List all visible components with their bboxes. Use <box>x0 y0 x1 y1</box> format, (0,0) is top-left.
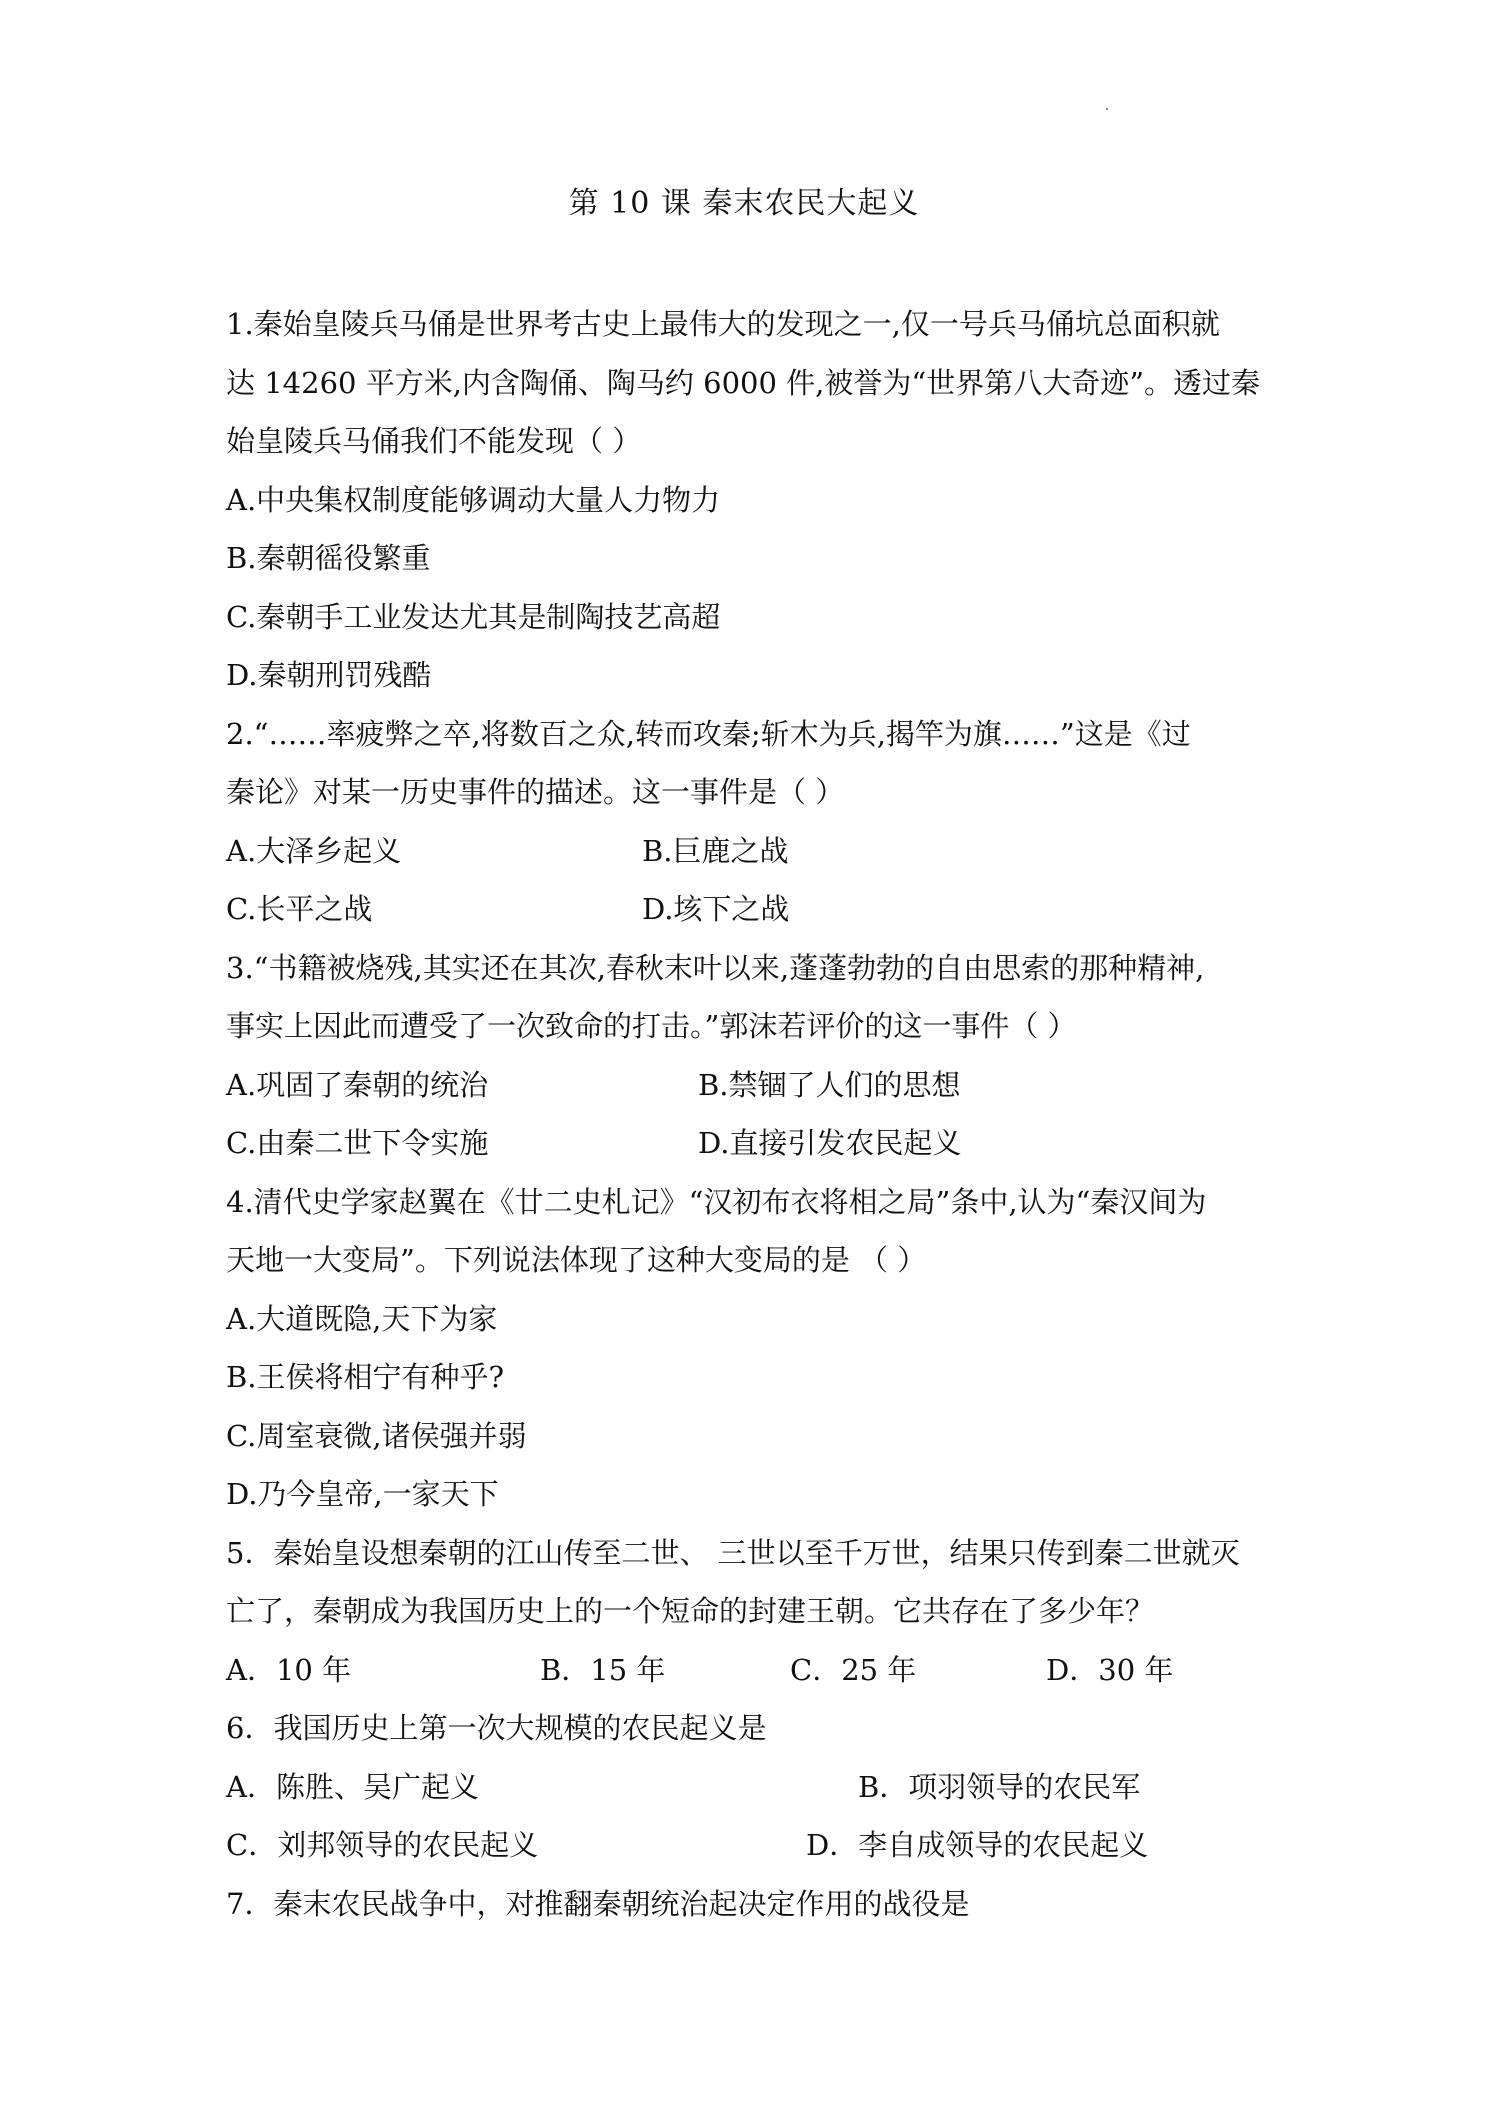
question-6-options-row-1 <box>226 1758 1266 1817</box>
question-3-option-d: D.直接引发农民起义 <box>698 1126 962 1160</box>
question-3-stem-line-1: 3.“书籍被烧残,其实还在其次,春秋末叶以来,蓬蓬勃勃的自由思索的那种精神, <box>226 950 1205 985</box>
question-2-option-d: D.垓下之战 <box>642 892 790 926</box>
question-6-option-d: D．李自成领导的农民起义 <box>806 1828 1149 1862</box>
question-4-stem-line-2: 天地一大变局”。下列说法体现了这种大变局的是 （ ） <box>226 1243 927 1277</box>
question-5-options-row <box>226 1641 1266 1700</box>
question-4-option-c: C.周室衰微,诸侯强并弱 <box>226 1418 527 1453</box>
question-list <box>226 295 1266 1933</box>
question-2-stem-line-1: 2.“……率疲弊之卒,将数百之众,转而攻秦;斩木为兵,揭竿为旗……”这是《过 <box>226 716 1191 751</box>
question-2-option-b: B.巨鹿之战 <box>642 833 789 868</box>
question-4-option-b: B.王侯将相宁有种乎? <box>226 1360 505 1394</box>
scan-speck <box>1106 108 1108 110</box>
question-3-option-b: B.禁锢了人们的思想 <box>698 1067 961 1102</box>
question-2-options-row-2 <box>226 880 1266 939</box>
question-4-stem-line-1: 4.清代史学家赵翼在《廿二史札记》“汉初布衣将相之局”条中,认为“秦汉间为 <box>226 1184 1207 1219</box>
question-3-option-c: C.由秦二世下令实施 <box>226 1126 489 1160</box>
question-1-stem-line-2: 达 14260 平方米,内含陶俑、陶马约 6000 件,被誉为“世界第八大奇迹”。透过秦 <box>226 365 1261 400</box>
question-4-option-d: D.乃今皇帝,一家天下 <box>226 1477 499 1511</box>
question-2-option-c: C.长平之战 <box>226 892 373 926</box>
question-7-stem-line-1: 7．秦末农民战争中，对推翻秦朝统治起决定作用的战役是 <box>226 1886 970 1921</box>
question-4-option-a: A.大道既隐,天下为家 <box>226 1301 498 1336</box>
question-3-option-a: A.巩固了秦朝的统治 <box>226 1067 489 1102</box>
question-6-options-row-2 <box>226 1816 1266 1875</box>
question-5-option-d: D．30 年 <box>1046 1652 1174 1687</box>
question-3-options-row-1 <box>226 1056 1266 1115</box>
question-6-stem-line-1: 6．我国历史上第一次大规模的农民起义是 <box>226 1711 767 1745</box>
question-6-option-c: C．刘邦领导的农民起义 <box>226 1828 539 1862</box>
question-5-stem-line-2: 亡了，秦朝成为我国历史上的一个短命的封建王朝。它共存在了多少年？ <box>226 1594 1155 1628</box>
question-1-option-b: B.秦朝徭役繁重 <box>226 541 431 575</box>
question-2-stem-line-2: 秦论》对某一历史事件的描述。这一事件是（ ） <box>226 775 845 809</box>
question-1-stem-line-3: 始皇陵兵马俑我们不能发现（ ） <box>226 424 642 458</box>
question-5-stem-line-1: 5．秦始皇设想秦朝的江山传至二世、 三世以至千万世，结果只传到秦二世就灭 <box>226 1535 1240 1570</box>
question-5-option-a: A．10 年 <box>226 1652 352 1687</box>
question-3-stem-line-2: 事实上因此而遭受了一次致命的打击。”郭沫若评价的这一事件（ ） <box>226 1009 1077 1043</box>
question-1-stem-line-1: 1.秦始皇陵兵马俑是世界考古史上最伟大的发现之一,仅一号兵马俑坑总面积就 <box>226 307 1220 341</box>
question-5-option-b: B．15 年 <box>540 1652 666 1687</box>
question-3-options-row-2 <box>226 1114 1266 1173</box>
question-5-option-c: C．25 年 <box>790 1652 917 1687</box>
question-2-option-a: A.大泽乡起义 <box>226 833 402 868</box>
question-1-option-c: C.秦朝手工业发达尤其是制陶技艺高超 <box>226 599 721 634</box>
question-2-options-row-1 <box>226 822 1266 881</box>
page-title: 第 10 课 秦末农民大起义 <box>568 186 920 221</box>
question-1-option-d: D.秦朝刑罚残酷 <box>226 658 432 692</box>
question-6-option-a: A．陈胜、吴广起义 <box>226 1769 479 1804</box>
question-1-option-a: A.中央集权制度能够调动大量人力物力 <box>226 482 721 517</box>
question-6-option-b: B．项羽领导的农民军 <box>858 1769 1141 1804</box>
